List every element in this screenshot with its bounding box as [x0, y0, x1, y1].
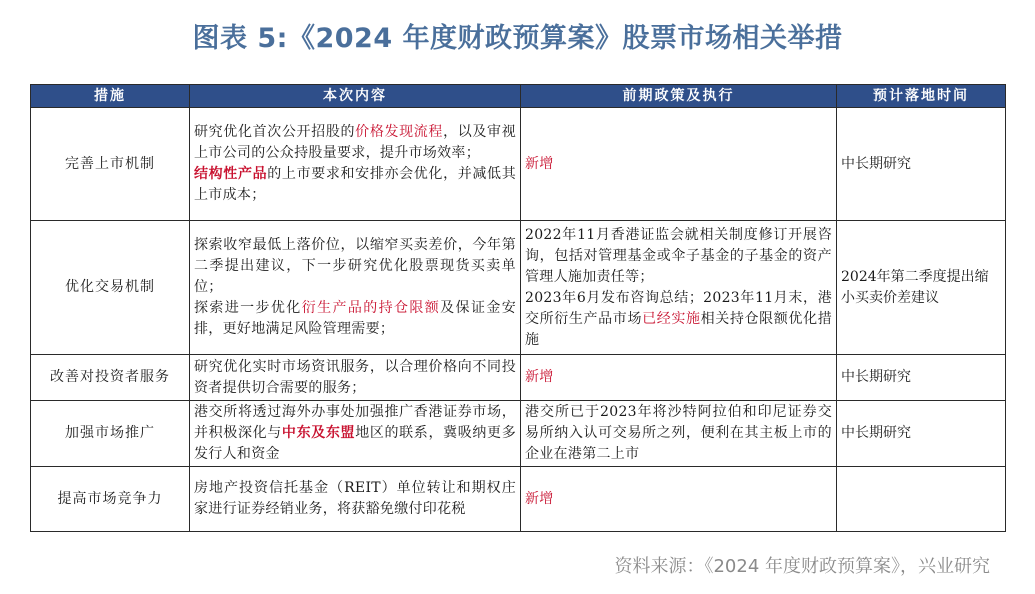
- text-segment: 及保证金安排，更好地满足风险管理需要；: [194, 300, 517, 337]
- cell-prior-policy: [521, 401, 837, 467]
- table-row: [31, 467, 1006, 532]
- cell-measure: 优化交易机制: [31, 221, 190, 355]
- cell-timeline: 中长期研究: [837, 401, 1006, 467]
- text-segment: 已经实施: [642, 310, 701, 327]
- cell-measure: 加强市场推广: [31, 401, 190, 467]
- text-segment: 价格发现流程: [355, 124, 444, 140]
- text-segment: 探索进一步优化: [194, 300, 302, 316]
- cell-content: [190, 401, 521, 467]
- header-measure: 措施: [31, 85, 190, 108]
- cell-content: [190, 355, 521, 401]
- cell-content: [190, 467, 521, 532]
- text-segment: 研究优化实时市场资讯服务，以合理价格向不同投资者提供切合需要的服务；: [194, 358, 516, 396]
- text-segment: 结构性产品: [194, 166, 268, 182]
- header-timeline: 预计落地时间: [837, 85, 1006, 108]
- text-segment: 新增: [525, 369, 554, 385]
- page-title: 图表 5:《2024 年度财政预算案》股票市场相关举措: [192, 23, 843, 54]
- cell-content: [190, 221, 521, 355]
- table-row: [31, 221, 1006, 355]
- text-segment: 港交所将透过海外办事处加强推广香港证券市场，并积极深化与: [194, 404, 516, 441]
- header-content: 本次内容: [190, 85, 521, 108]
- table-body: [31, 108, 1006, 532]
- cell-prior-policy: [521, 467, 837, 532]
- cell-timeline: 中长期研究: [837, 355, 1006, 401]
- text-segment: 相关持仓限额优化措施: [525, 310, 832, 348]
- header-prior-policy: 前期政策及执行: [521, 85, 837, 108]
- text-segment: 地区的联系，冀吸纳更多发行人和资金: [194, 425, 516, 462]
- cell-prior-policy: [521, 108, 837, 221]
- text-segment: 的上市要求和安排亦会优化，并减低其上市成本；: [194, 166, 516, 203]
- text-segment: 衍生产品的持仓限额: [301, 300, 441, 316]
- table-row: [31, 108, 1006, 221]
- measures-table: [30, 84, 1006, 532]
- text-segment: 房地产投资信托基金（REIT）单位转让和期权庄家进行证券经销业务，将获豁免缴付印花税: [194, 480, 516, 517]
- text-segment: 新增: [525, 490, 554, 507]
- cell-prior-policy: [521, 221, 837, 355]
- source-note: 资料来源：《2024 年度财政预算案》，兴业研究: [614, 556, 990, 577]
- text-segment: 新增: [525, 155, 554, 172]
- cell-timeline: [837, 467, 1006, 532]
- cell-prior-policy: [521, 355, 837, 401]
- cell-content: [190, 108, 521, 221]
- cell-timeline: 中长期研究: [837, 108, 1006, 221]
- table-header-row: [31, 85, 1006, 108]
- cell-measure: 改善对投资者服务: [31, 355, 190, 401]
- text-segment: 研究优化首次公开招股的: [194, 124, 356, 140]
- text-segment: 2023年6月发布咨询总结；2023年11月末，港交所衍生产品市场: [525, 289, 832, 327]
- text-segment: ，以及审视上市公司的公众持股量要求，提升市场效率；: [194, 124, 516, 161]
- table-row: [31, 401, 1006, 467]
- text-segment: 港交所已于2023年将沙特阿拉伯和印尼证券交易所纳入认可交易所之列，便利在其主板上市的企业在港第二上市: [525, 404, 832, 462]
- text-segment: 中东及东盟: [281, 425, 356, 441]
- cell-timeline: 2024年第二季度提出缩小买卖价差建议: [837, 221, 1006, 355]
- text-segment: 2022年11月香港证监会就相关制度修订开展咨询，包括对管理基金或伞子基金的子基金的资产管理人施加责任等；: [525, 226, 832, 285]
- cell-measure: 完善上市机制: [31, 108, 190, 221]
- cell-measure: 提高市场竞争力: [31, 467, 190, 532]
- text-segment: 探索收窄最低上落价位，以缩窄买卖差价，今年第二季提出建议，下一步研究优化股票现货买卖单位；: [194, 237, 516, 295]
- table-row: [31, 355, 1006, 401]
